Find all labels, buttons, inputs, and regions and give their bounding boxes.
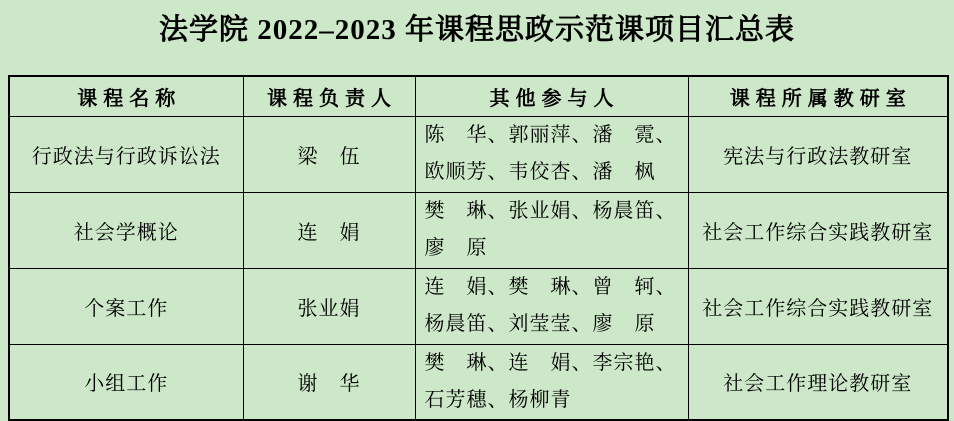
participants-line: 樊 琳、张业娟、杨晨笛、 bbox=[424, 200, 677, 222]
page-title: 法学院 2022–2023 年课程思政示范课项目汇总表 bbox=[158, 14, 795, 46]
cell-course-name: 个案工作 bbox=[9, 268, 243, 344]
cell-course-leader: 连 娟 bbox=[243, 192, 415, 268]
table-header-row bbox=[9, 76, 948, 116]
table-row bbox=[9, 192, 948, 268]
cell-course-name: 社会学概论 bbox=[9, 192, 243, 268]
cell-course-leader: 谢 华 bbox=[243, 344, 415, 420]
participants-line: 樊 琳、连 娟、李宗艳、 bbox=[424, 351, 677, 374]
table-row bbox=[9, 344, 948, 420]
cell-course-name: 行政法与行政诉讼法 bbox=[9, 116, 243, 192]
cell-other-participants bbox=[415, 192, 688, 268]
participants-line: 连 娟、樊 琳、曾 轲、 bbox=[424, 276, 677, 298]
cell-department: 社会工作理论教研室 bbox=[688, 344, 948, 420]
participants-line: 陈 华、郭丽萍、潘 霓、 bbox=[424, 124, 677, 146]
header-department: 课程所属教研室 bbox=[688, 76, 948, 116]
cell-other-participants bbox=[415, 268, 688, 344]
header-course-name: 课程名称 bbox=[9, 76, 243, 116]
participants-line: 杨晨笛、刘莹莹、廖 原 bbox=[424, 313, 656, 335]
cell-other-participants bbox=[415, 116, 688, 192]
cell-other-participants bbox=[415, 344, 688, 420]
cell-course-leader: 张业娟 bbox=[243, 268, 415, 344]
table-row bbox=[9, 268, 948, 344]
table-row bbox=[9, 116, 948, 192]
header-course-leader: 课程负责人 bbox=[243, 76, 415, 116]
cell-department: 宪法与行政法教研室 bbox=[688, 116, 948, 192]
header-other-participants: 其他参与人 bbox=[415, 76, 688, 116]
cell-course-name: 小组工作 bbox=[9, 344, 243, 420]
course-summary-table bbox=[8, 75, 949, 421]
cell-department: 社会工作综合实践教研室 bbox=[688, 268, 948, 344]
participants-line: 欧顺芳、韦佼杏、潘 枫 bbox=[424, 161, 656, 183]
participants-line: 廖 原 bbox=[424, 237, 488, 259]
cell-course-leader: 梁 伍 bbox=[243, 116, 415, 192]
cell-department: 社会工作综合实践教研室 bbox=[688, 192, 948, 268]
participants-line: 石芳穗、杨柳青 bbox=[424, 388, 572, 411]
